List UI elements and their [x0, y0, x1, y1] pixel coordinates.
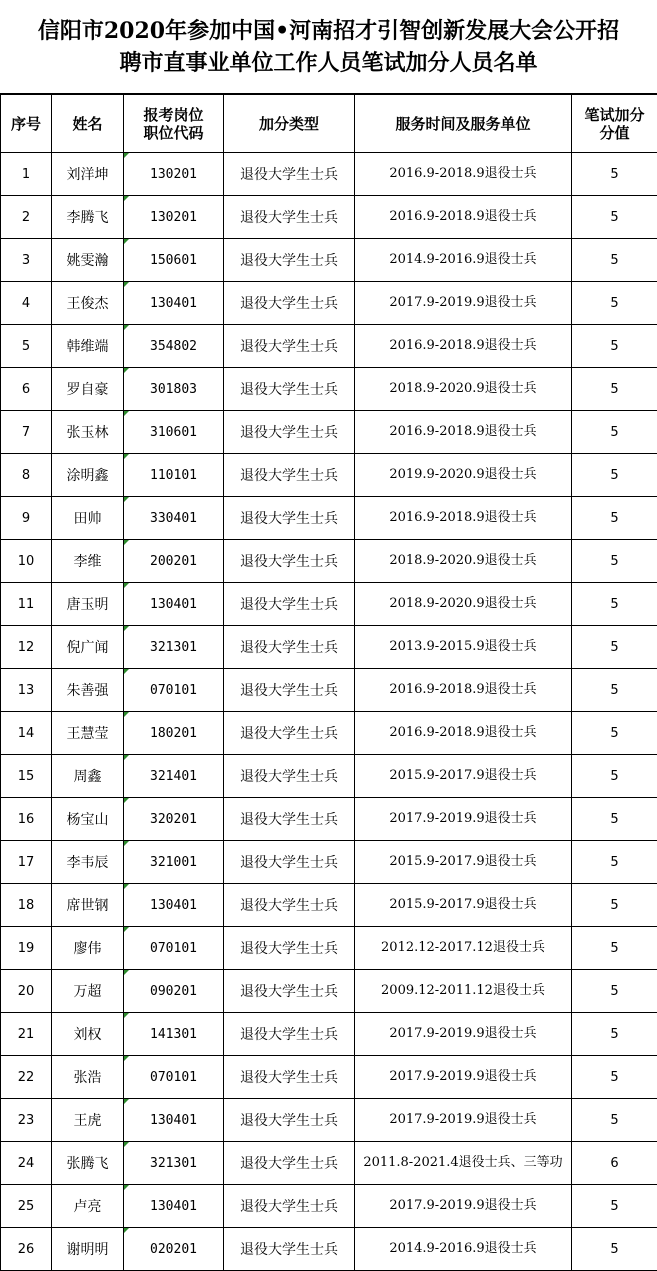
service-cell: 2011.8-2021.4退役士兵、三等功	[355, 1142, 572, 1185]
table-row	[1, 626, 657, 669]
name-cell: 周鑫	[52, 755, 124, 798]
seq-cell: 20	[1, 970, 52, 1013]
type-cell: 退役大学生士兵	[224, 411, 355, 454]
name-cell: 唐玉明	[52, 583, 124, 626]
code-cell: 354802	[124, 325, 224, 368]
code-cell: 130401	[124, 1099, 224, 1142]
title-line-2: 聘市直事业单位工作人员笔试加分人员名单	[119, 47, 537, 79]
name-cell: 朱善强	[52, 669, 124, 712]
service-cell: 2013.9-2015.9退役士兵	[355, 626, 572, 669]
name-cell: 席世钢	[52, 884, 124, 927]
name-cell: 张玉林	[52, 411, 124, 454]
code-cell: 110101	[124, 454, 224, 497]
name-cell: 李韦辰	[52, 841, 124, 884]
type-cell: 退役大学生士兵	[224, 712, 355, 755]
table-row	[1, 368, 657, 411]
table-row	[1, 540, 657, 583]
score-cell: 5	[572, 841, 657, 884]
score-cell: 5	[572, 411, 657, 454]
service-cell: 2014.9-2016.9退役士兵	[355, 1228, 572, 1271]
name-cell: 刘权	[52, 1013, 124, 1056]
table-row	[1, 841, 657, 884]
name-cell: 李维	[52, 540, 124, 583]
type-cell: 退役大学生士兵	[224, 669, 355, 712]
score-cell: 5	[572, 540, 657, 583]
seq-cell: 15	[1, 755, 52, 798]
seq-cell: 19	[1, 927, 52, 970]
seq-cell: 21	[1, 1013, 52, 1056]
table-row	[1, 1142, 657, 1185]
table-header-row	[1, 95, 657, 153]
score-cell: 5	[572, 239, 657, 282]
table-body	[1, 153, 657, 1271]
table-row	[1, 196, 657, 239]
type-cell: 退役大学生士兵	[224, 282, 355, 325]
service-cell: 2015.9-2017.9退役士兵	[355, 755, 572, 798]
name-cell: 姚雯瀚	[52, 239, 124, 282]
type-cell: 退役大学生士兵	[224, 884, 355, 927]
name-cell: 卢亮	[52, 1185, 124, 1228]
table-row	[1, 798, 657, 841]
score-cell: 5	[572, 669, 657, 712]
type-cell: 退役大学生士兵	[224, 1142, 355, 1185]
score-cell: 5	[572, 196, 657, 239]
name-cell: 杨宝山	[52, 798, 124, 841]
code-cell: 130201	[124, 196, 224, 239]
type-cell: 退役大学生士兵	[224, 368, 355, 411]
type-cell: 退役大学生士兵	[224, 798, 355, 841]
type-cell: 退役大学生士兵	[224, 755, 355, 798]
table-row	[1, 884, 657, 927]
type-cell: 退役大学生士兵	[224, 239, 355, 282]
document-title	[0, 0, 657, 94]
code-cell: 020201	[124, 1228, 224, 1271]
service-cell: 2019.9-2020.9退役士兵	[355, 454, 572, 497]
header-code: 报考岗位职位代码	[124, 95, 224, 153]
score-cell: 5	[572, 1228, 657, 1271]
seq-cell: 12	[1, 626, 52, 669]
seq-cell: 1	[1, 153, 52, 196]
type-cell: 退役大学生士兵	[224, 1185, 355, 1228]
service-cell: 2017.9-2019.9退役士兵	[355, 282, 572, 325]
seq-cell: 7	[1, 411, 52, 454]
table-row	[1, 454, 657, 497]
table-row	[1, 755, 657, 798]
service-cell: 2016.9-2018.9退役士兵	[355, 325, 572, 368]
code-cell: 130401	[124, 583, 224, 626]
score-cell: 5	[572, 626, 657, 669]
score-cell: 5	[572, 712, 657, 755]
service-cell: 2018.9-2020.9退役士兵	[355, 540, 572, 583]
code-cell: 070101	[124, 927, 224, 970]
code-cell: 320201	[124, 798, 224, 841]
code-cell: 150601	[124, 239, 224, 282]
seq-cell: 22	[1, 1056, 52, 1099]
header-seq: 序号	[1, 95, 52, 153]
score-cell: 5	[572, 368, 657, 411]
score-cell: 5	[572, 970, 657, 1013]
service-cell: 2018.9-2020.9退役士兵	[355, 368, 572, 411]
score-cell: 5	[572, 583, 657, 626]
table-row	[1, 669, 657, 712]
seq-cell: 3	[1, 239, 52, 282]
service-cell: 2012.12-2017.12退役士兵	[355, 927, 572, 970]
seq-cell: 10	[1, 540, 52, 583]
service-cell: 2016.9-2018.9退役士兵	[355, 497, 572, 540]
header-name: 姓名	[52, 95, 124, 153]
code-cell: 321001	[124, 841, 224, 884]
type-cell: 退役大学生士兵	[224, 497, 355, 540]
score-cell: 6	[572, 1142, 657, 1185]
type-cell: 退役大学生士兵	[224, 1228, 355, 1271]
seq-cell: 14	[1, 712, 52, 755]
name-cell: 张腾飞	[52, 1142, 124, 1185]
header-service: 服务时间及服务单位	[355, 95, 572, 153]
seq-cell: 5	[1, 325, 52, 368]
service-cell: 2016.9-2018.9退役士兵	[355, 669, 572, 712]
code-cell: 200201	[124, 540, 224, 583]
code-cell: 301803	[124, 368, 224, 411]
service-cell: 2017.9-2019.9退役士兵	[355, 1056, 572, 1099]
table-row	[1, 411, 657, 454]
score-cell: 5	[572, 1056, 657, 1099]
type-cell: 退役大学生士兵	[224, 1099, 355, 1142]
service-cell: 2016.9-2018.9退役士兵	[355, 196, 572, 239]
service-cell: 2017.9-2019.9退役士兵	[355, 1099, 572, 1142]
type-cell: 退役大学生士兵	[224, 841, 355, 884]
name-cell: 王虎	[52, 1099, 124, 1142]
code-cell: 130201	[124, 153, 224, 196]
seq-cell: 26	[1, 1228, 52, 1271]
type-cell: 退役大学生士兵	[224, 927, 355, 970]
name-cell: 谢明明	[52, 1228, 124, 1271]
name-cell: 廖伟	[52, 927, 124, 970]
code-cell: 130401	[124, 282, 224, 325]
table-row	[1, 1185, 657, 1228]
type-cell: 退役大学生士兵	[224, 325, 355, 368]
type-cell: 退役大学生士兵	[224, 196, 355, 239]
seq-cell: 11	[1, 583, 52, 626]
type-cell: 退役大学生士兵	[224, 1056, 355, 1099]
seq-cell: 6	[1, 368, 52, 411]
name-cell: 王慧莹	[52, 712, 124, 755]
seq-cell: 8	[1, 454, 52, 497]
seq-cell: 16	[1, 798, 52, 841]
type-cell: 退役大学生士兵	[224, 540, 355, 583]
seq-cell: 24	[1, 1142, 52, 1185]
service-cell: 2009.12-2011.12退役士兵	[355, 970, 572, 1013]
score-cell: 5	[572, 153, 657, 196]
title-line-1: 信阳市2020年参加中国•河南招才引智创新发展大会公开招	[38, 15, 619, 47]
score-cell: 5	[572, 798, 657, 841]
code-cell: 180201	[124, 712, 224, 755]
seq-cell: 25	[1, 1185, 52, 1228]
table-row	[1, 712, 657, 755]
service-cell: 2015.9-2017.9退役士兵	[355, 841, 572, 884]
service-cell: 2016.9-2018.9退役士兵	[355, 153, 572, 196]
type-cell: 退役大学生士兵	[224, 583, 355, 626]
table-row	[1, 282, 657, 325]
table-row	[1, 497, 657, 540]
name-cell: 田帅	[52, 497, 124, 540]
score-cell: 5	[572, 1099, 657, 1142]
code-cell: 321301	[124, 1142, 224, 1185]
code-cell: 321301	[124, 626, 224, 669]
code-cell: 321401	[124, 755, 224, 798]
name-cell: 倪广闻	[52, 626, 124, 669]
seq-cell: 9	[1, 497, 52, 540]
table-row	[1, 927, 657, 970]
name-cell: 王俊杰	[52, 282, 124, 325]
name-cell: 涂明鑫	[52, 454, 124, 497]
name-cell: 韩维端	[52, 325, 124, 368]
score-cell: 5	[572, 884, 657, 927]
code-cell: 090201	[124, 970, 224, 1013]
score-cell: 5	[572, 454, 657, 497]
name-cell: 罗自豪	[52, 368, 124, 411]
score-cell: 5	[572, 282, 657, 325]
seq-cell: 4	[1, 282, 52, 325]
table-row	[1, 153, 657, 196]
service-cell: 2016.9-2018.9退役士兵	[355, 712, 572, 755]
name-cell: 李腾飞	[52, 196, 124, 239]
service-cell: 2018.9-2020.9退役士兵	[355, 583, 572, 626]
service-cell: 2017.9-2019.9退役士兵	[355, 1185, 572, 1228]
type-cell: 退役大学生士兵	[224, 153, 355, 196]
name-cell: 刘洋坤	[52, 153, 124, 196]
code-cell: 310601	[124, 411, 224, 454]
type-cell: 退役大学生士兵	[224, 970, 355, 1013]
score-cell: 5	[572, 755, 657, 798]
bonus-list-table	[0, 94, 657, 1271]
service-cell: 2014.9-2016.9退役士兵	[355, 239, 572, 282]
service-cell: 2015.9-2017.9退役士兵	[355, 884, 572, 927]
code-cell: 130401	[124, 884, 224, 927]
code-cell: 141301	[124, 1013, 224, 1056]
seq-cell: 2	[1, 196, 52, 239]
score-cell: 5	[572, 1185, 657, 1228]
name-cell: 张浩	[52, 1056, 124, 1099]
score-cell: 5	[572, 325, 657, 368]
score-cell: 5	[572, 497, 657, 540]
table-row	[1, 239, 657, 282]
code-cell: 130401	[124, 1185, 224, 1228]
service-cell: 2016.9-2018.9退役士兵	[355, 411, 572, 454]
table-row	[1, 1056, 657, 1099]
code-cell: 070101	[124, 1056, 224, 1099]
table-row	[1, 1013, 657, 1056]
name-cell: 万超	[52, 970, 124, 1013]
type-cell: 退役大学生士兵	[224, 454, 355, 497]
seq-cell: 23	[1, 1099, 52, 1142]
table-row	[1, 1228, 657, 1271]
service-cell: 2017.9-2019.9退役士兵	[355, 1013, 572, 1056]
score-cell: 5	[572, 927, 657, 970]
table-row	[1, 583, 657, 626]
code-cell: 330401	[124, 497, 224, 540]
header-score: 笔试加分分值	[572, 95, 657, 153]
table-row	[1, 970, 657, 1013]
seq-cell: 17	[1, 841, 52, 884]
type-cell: 退役大学生士兵	[224, 1013, 355, 1056]
table-row	[1, 1099, 657, 1142]
code-cell: 070101	[124, 669, 224, 712]
score-cell: 5	[572, 1013, 657, 1056]
table-row	[1, 325, 657, 368]
seq-cell: 18	[1, 884, 52, 927]
service-cell: 2017.9-2019.9退役士兵	[355, 798, 572, 841]
type-cell: 退役大学生士兵	[224, 626, 355, 669]
header-type: 加分类型	[224, 95, 355, 153]
seq-cell: 13	[1, 669, 52, 712]
